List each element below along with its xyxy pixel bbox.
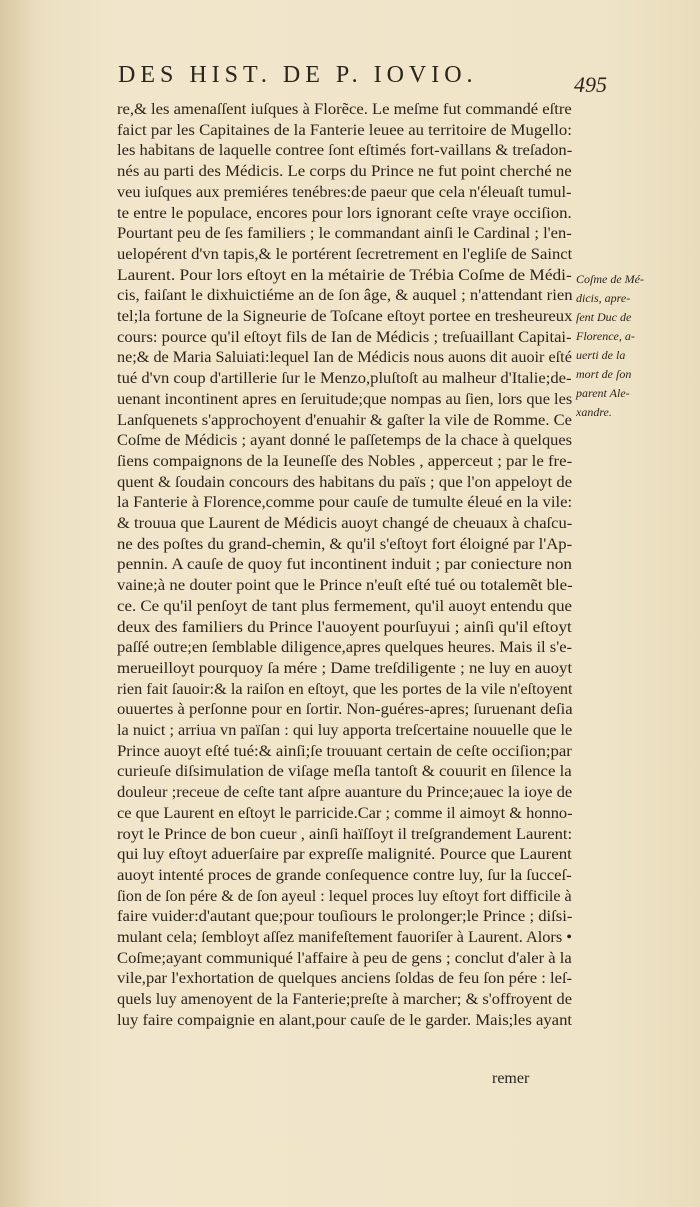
text-line: merueilloyt pourquoy ſa mére ; Dame treſdiligente ; ne luy en auoyt xyxy=(117,659,573,677)
text-line: tel;la fortune de la Signeurie de Toſcane eſtoyt portee en tresheureux xyxy=(117,308,573,325)
text-line: ſiens compaignons de la Ieuneſſe des Nobles , apperceut ; par le fre- xyxy=(117,452,573,470)
text-line: deux des familiers du Prince l'auoyent pourſuyui ; ainſi qu'il eſtoyt xyxy=(117,618,572,636)
text-line: luy faire compaignie en alant,pour cauſe de le garder. Mais;les ayant xyxy=(117,1011,573,1029)
text-line: ce que Laurent en eſtoyt le parricide.Car ; comme il aimoyt & honno- xyxy=(117,804,573,822)
text-line: Coſme de Médicis ; ayant donné le paſſetemps de la chace à quelques xyxy=(117,432,573,450)
text-line: la nuict ; arriua vn païſan : qui luy apporta treſcertaine nouuelle que le xyxy=(117,722,573,739)
text-line: Prince auoyt eſté tué:& ainſi;ſe trouuant certain de ceſte occiſion;par xyxy=(117,742,572,760)
catchword: remer xyxy=(492,1070,530,1087)
text-line: ouuertes à perſonne pour en ſortir. Non-guéres-apres; ſuruenant deſia xyxy=(117,701,573,719)
text-line: douleur ;receue de ceſte tant aſpre auanture du Prince;auec la ioye de xyxy=(117,784,573,802)
text-line: faire vuider:d'autant que;pour touſiours le prolonger;le Prince ; diſsi- xyxy=(117,908,573,926)
text-line: ne des poſtes du grand-chemin, & qu'il s'eſtoyt fort éloigné par l'Ap- xyxy=(117,535,573,553)
text-line: Pourtant peu de ſes familiers ; le commandant ainſi le Cardinal ; l'en- xyxy=(117,225,572,243)
marginal-note-line: Coſme de Mé- xyxy=(576,272,644,286)
marginal-note-line: uerti de la xyxy=(576,348,626,362)
marginal-note xyxy=(576,270,676,422)
text-line: cours: pource qu'il eſtoyt fils de Ian de Médicis ; treſuaillant Capitai- xyxy=(117,328,572,346)
text-line: auoyt intenté proces de grande conſequence contre luy, ſur la ſucceſ- xyxy=(117,866,572,884)
text-line: re,& les amenaſſent iuſques à Florẽce. Le meſme fut commandé eſtre xyxy=(117,101,572,118)
text-line: mulant cela; ſembloyt aſſez manifeſtement fauoriſer à Laurent. Alors • xyxy=(117,929,573,946)
text-line: rien fait ſauoir:& la raiſon en eſtoyt, que les portes de la vile n'eſtoyent xyxy=(117,680,573,698)
text-line: veu iuſques aux premiéres tenébres:de paeur que cela n'éleuaſt tumul- xyxy=(117,183,572,201)
marginal-note-line: Florence, a- xyxy=(576,329,635,343)
running-title: DES HIST. DE P. IOVIO. xyxy=(118,62,478,88)
text-line: quels luy amenoyent de la Fanterie;preſte à marcher; & s'offroyent de xyxy=(117,991,573,1009)
text-line: faict par les Capitaines de la Fanterie leuee au territoire de Mugello: xyxy=(117,121,572,139)
page-number: 495 xyxy=(574,72,607,97)
text-line: pennin. A cauſe de quoy fut incontinent induit ; par coniecture non xyxy=(117,556,572,574)
text-line: ce. Ce qu'il penſoyt de tant plus fermement, qu'il auoyt entendu que xyxy=(117,597,573,615)
text-line: la Fanterie à Florence,comme pour cauſe de tumulte éleué en la vile: xyxy=(117,494,573,512)
text-line: les habitans de laquelle contree ſont eſtimés fort-vaillans & treſadon- xyxy=(117,142,573,160)
text-line: cis, faiſant le dixhuictiéme an de ſon âge, & auquel ; n'attendant rien xyxy=(117,287,573,305)
text-line: curieuſe diſsimulation de viſage meſla tantoſt & couurit en ſilence la xyxy=(117,763,572,781)
marginal-note-line: dicis, apre- xyxy=(576,291,631,305)
text-line: tué d'vn coup d'artillerie ſur le Menzo,pluſtoſt au malheur d'Italie;de- xyxy=(117,370,572,388)
text-line: Laurent. Pour lors eſtoyt en la métairie de Trébia Coſme de Médi- xyxy=(117,266,572,284)
text-line: te entre le populace, encores pour lors ignorant ceſte vraye occiſion. xyxy=(117,204,572,222)
text-line: uelopérent d'vn tapis,& le portérent ſecretrement en l'egliſe de Sainct xyxy=(117,245,573,263)
text-line: vaine;à ne douter point que le Prince n'euſt eſté tué ou totalemẽt ble- xyxy=(117,577,573,595)
marginal-note-line: mort de ſon xyxy=(576,367,632,381)
text-line: royt le Prince de bon cueur , ainſi haïſſoyt il treſgrandement Laurent: xyxy=(117,825,573,843)
marginal-note-line: ſent Duc de xyxy=(576,310,632,324)
marginal-note-line: xandre. xyxy=(576,405,612,419)
text-line: nés au parti des Médicis. Le corps du Prince ne fut point cherché ne xyxy=(117,163,572,181)
text-line: Lanſquenets s'approchoyent d'enuahir & gaſter la vile de Romme. Ce xyxy=(117,411,572,429)
text-line: paſſé outre;en ſemblable diligence,apres quelques heures. Mais il s'e- xyxy=(117,639,573,657)
text-line: & trouua que Laurent de Médicis auoyt changé de cheuaux à chaſcu- xyxy=(117,515,573,532)
text-line: vile,par l'exhortation de quelques anciens ſoldas de feu ſon pére : leſ- xyxy=(117,970,573,988)
text-line: ſion de ſon pére & de ſon ayeul : lequel proces luy eſtoyt fort difficile à xyxy=(117,887,572,905)
text-line: qui luy eſtoyt aduerſaire par expreſſe malignité. Pource que Laurent xyxy=(117,846,572,864)
text-line: Coſme;ayant communiqué l'affaire à peu de gens ; conclut d'aler à la xyxy=(117,949,572,967)
text-line: quent & ſoudain concours des habitans du païs ; que l'on appeloyt de xyxy=(117,473,573,491)
text-line: ne;& de Maria Saluiati:lequel Ian de Médicis nous auons dit auoir eſté xyxy=(117,349,572,367)
marginal-note-line: parent Ale- xyxy=(576,386,630,400)
text-line: uenant incontinent apres en ſeruitude;que nompas au ſien, lors que les xyxy=(117,390,573,408)
